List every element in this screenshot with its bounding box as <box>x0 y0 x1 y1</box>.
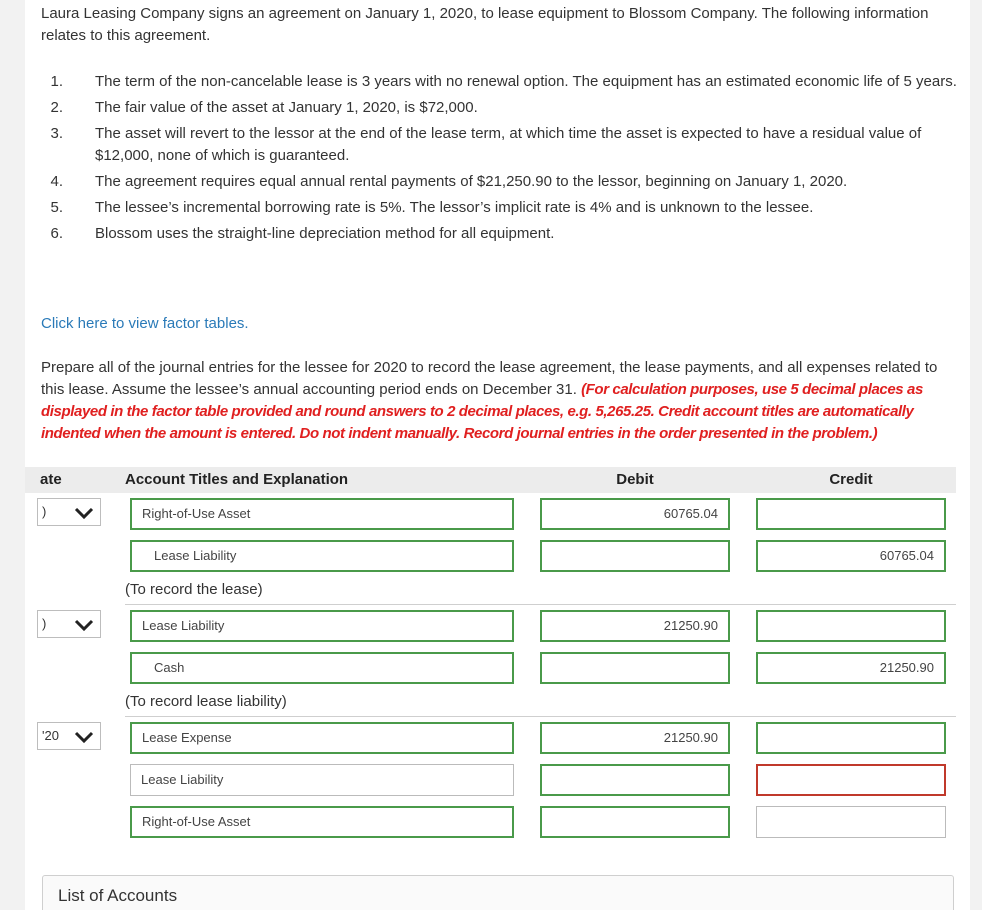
chevron-down-icon <box>74 618 94 632</box>
journal-row <box>25 540 970 572</box>
account-input[interactable]: Right-of-Use Asset <box>130 498 514 530</box>
journal-row <box>25 610 970 642</box>
entry-divider <box>125 716 956 717</box>
debit-input[interactable] <box>540 540 730 572</box>
date-select[interactable]: ) <box>37 498 101 526</box>
entry-note: (To record the lease) <box>125 581 263 598</box>
debit-input[interactable] <box>540 652 730 684</box>
credit-input[interactable] <box>756 610 946 642</box>
credit-input[interactable] <box>756 764 946 796</box>
credit-input[interactable] <box>756 498 946 530</box>
credit-input[interactable]: 60765.04 <box>756 540 946 572</box>
debit-column-header: Debit <box>616 471 654 488</box>
factor-tables-link[interactable]: Click here to view factor tables. <box>41 315 249 332</box>
info-item: 5. The lessee’s incremental borrowing rate is 5%. The lessor’s implicit rate is 4% and is unknown to the lessee. <box>50 199 814 216</box>
problem-intro: Laura Leasing Company signs an agreement on January 1, 2020, to lease equipment to Blossom Company. The following information relates to this agreement. <box>41 5 929 44</box>
credit-input[interactable]: 21250.90 <box>756 652 946 684</box>
question-panel <box>25 0 970 910</box>
info-item: 2. The fair value of the asset at January 1, 2020, is $72,000. <box>50 99 478 116</box>
journal-row <box>25 764 970 796</box>
account-input[interactable]: Lease Liability <box>130 764 514 796</box>
info-item: 1. The term of the non-cancelable lease is 3 years with no renewal option. The equipment has an estimated economic life of 5 years. <box>50 73 957 90</box>
problem-info-list <box>41 71 961 249</box>
journal-row <box>25 806 970 838</box>
journal-row <box>25 652 970 684</box>
journal-row <box>25 722 970 754</box>
instructions: Prepare all of the journal entries for the lessee for 2020 to record the lease agreement, the lease payments, and all expenses related to this lease. Assume the lessee’s annual accounting period ends on December 31. (For calculation purposes, use 5 decimal places as displayed in the factor table provided and round answers to 2 decimal places, e.g. 5,265.25. Credit account titles are automatically indented when the amount is entered. Do not indent manually. Record journal entries in the order presented in the problem.) <box>41 359 938 442</box>
credit-input[interactable] <box>756 806 946 838</box>
info-item: 6. Blossom uses the straight-line depreciation method for all equipment. <box>50 225 555 242</box>
chevron-down-icon <box>74 506 94 520</box>
chevron-down-icon <box>74 730 94 744</box>
account-column-header: Account Titles and Explanation <box>125 471 349 488</box>
debit-input[interactable]: 21250.90 <box>540 610 730 642</box>
account-input[interactable]: Lease Liability <box>130 540 514 572</box>
instructions-note: (For calculation purposes, use 5 decimal places as displayed in the factor table provided and round answers to 2 decimal places, e.g. 5,265.25. Credit account titles are automatically indented when the amount is entered. Do not indent manually. Record journal entries in the order presented in the problem.) <box>41 381 923 442</box>
journal-table-header <box>25 467 956 493</box>
debit-input[interactable] <box>540 806 730 838</box>
account-input[interactable]: Right-of-Use Asset <box>130 806 514 838</box>
list-of-accounts-panel[interactable] <box>42 875 954 910</box>
info-item: 4. The agreement requires equal annual rental payments of $21,250.90 to the lessor, beginning on January 1, 2020. <box>50 173 848 190</box>
list-of-accounts-title: List of Accounts <box>58 886 178 905</box>
debit-input[interactable] <box>540 764 730 796</box>
date-select[interactable]: ) <box>37 610 101 638</box>
account-input[interactable]: Cash <box>130 652 514 684</box>
credit-input[interactable] <box>756 722 946 754</box>
account-input[interactable]: Lease Liability <box>130 610 514 642</box>
entry-note: (To record lease liability) <box>125 693 287 710</box>
credit-column-header: Credit <box>829 471 873 488</box>
entry-divider <box>125 604 956 605</box>
date-select[interactable]: '20 <box>37 722 101 750</box>
account-input[interactable]: Lease Expense <box>130 722 514 754</box>
debit-input[interactable]: 21250.90 <box>540 722 730 754</box>
date-column-header: ate <box>40 471 62 488</box>
debit-input[interactable]: 60765.04 <box>540 498 730 530</box>
journal-row <box>25 498 970 530</box>
info-item: 3. The asset will revert to the lessor at the end of the lease term, at which time the asset is expected to have a residual value of $12,000, none of which is guaranteed. <box>50 125 922 164</box>
